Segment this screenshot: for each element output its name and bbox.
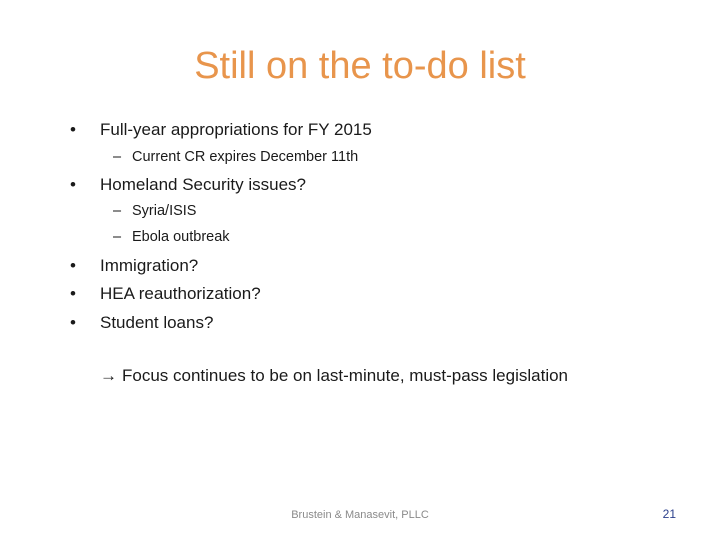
bullet-text: HEA reauthorization?	[100, 284, 261, 303]
sub-bullet-marker: –	[113, 203, 122, 219]
bullet-marker: •	[70, 284, 76, 303]
bullet-text: Student loans?	[100, 313, 214, 332]
bullet-marker: •	[70, 256, 76, 275]
sub-bullet-text: Ebola outbreak	[132, 229, 230, 245]
footer-firm-name: Brustein & Manasevit, PLLC	[291, 509, 429, 521]
bullet-marker: •	[70, 120, 76, 139]
page-number: 21	[662, 507, 676, 521]
bullet-marker: •	[70, 175, 76, 194]
bullet-text: Homeland Security issues?	[100, 175, 306, 194]
sub-bullet-text: Syria/ISIS	[132, 203, 197, 219]
bullet-text: Full-year appropriations for FY 2015	[100, 120, 372, 139]
arrow-right-icon: →	[100, 366, 117, 385]
slide-title: Still on the to-do list	[194, 45, 526, 87]
sub-bullet-marker: –	[113, 149, 122, 165]
sub-bullet-marker: –	[113, 229, 122, 245]
bullet-text: Immigration?	[100, 256, 199, 275]
focus-text: Focus continues to be on last-minute, must-pass legislation	[122, 366, 569, 385]
bullet-marker: •	[70, 313, 76, 332]
sub-bullet-text: Current CR expires December 11th	[132, 149, 359, 165]
focus-statement	[100, 365, 568, 387]
